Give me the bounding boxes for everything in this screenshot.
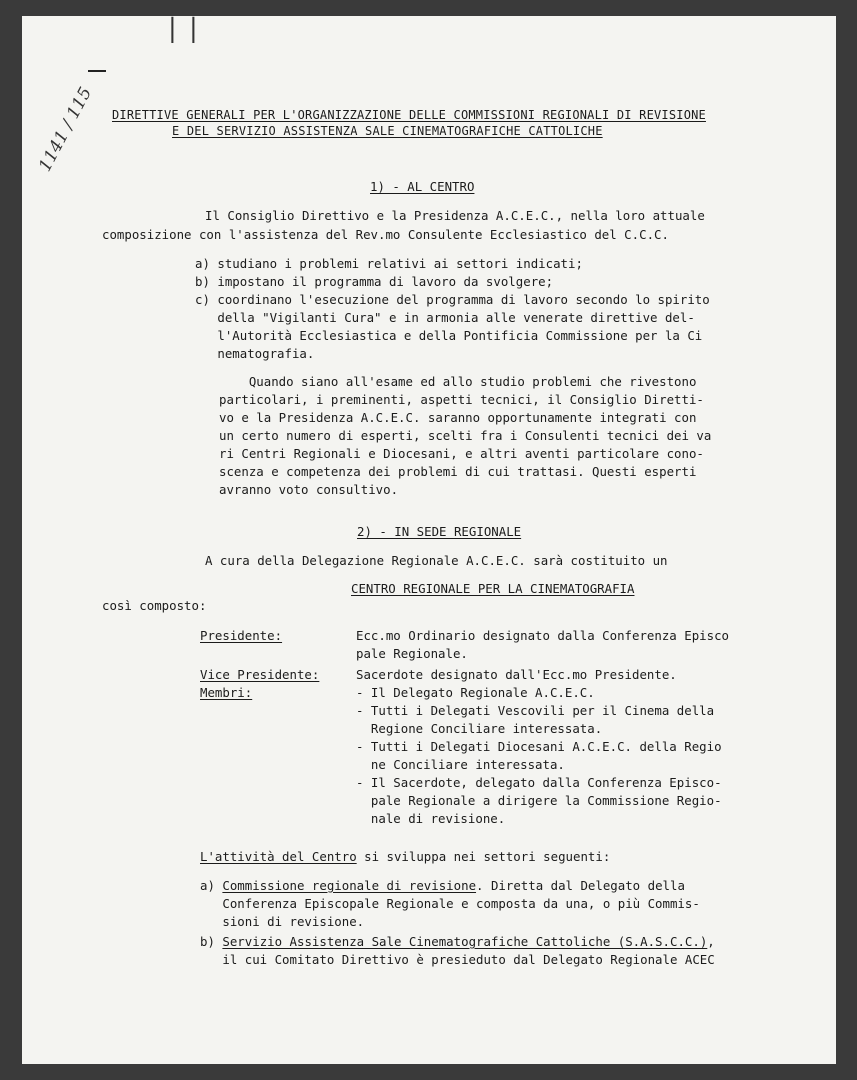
sector-a-prefix: a) — [200, 878, 223, 893]
section-1-paragraph-line: un certo numero di esperti, scelti fra i Consulenti tecnici dei va — [219, 428, 712, 443]
sector-b-line-1 — [200, 933, 715, 951]
section-1-paragraph-line: avranno voto consultivo. — [219, 482, 399, 497]
sector-a-line: Conferenza Episcopale Regionale e composta da una, o più Commis- — [200, 896, 700, 911]
section-1-item: a) studiano i problemi relativi ai settori indicati; — [195, 256, 583, 271]
vice-presidente-label: Vice Presidente: — [200, 667, 320, 682]
activity-rest: si sviluppa nei settori seguenti: — [356, 849, 611, 864]
membri-line: - Tutti i Delegati Vescovili per il Cinema della — [356, 703, 715, 718]
handwritten-side-note: 1141 / 115 — [35, 84, 97, 175]
presidente-text: Ecc.mo Ordinario designato dalla Conferenza Episco — [356, 628, 729, 643]
membri-line: - Tutti i Delegati Diocesani A.C.E.C. della Regio — [356, 739, 722, 754]
section-1-item: della "Vigilanti Cura" e in armonia alle venerate direttive del- — [195, 310, 695, 325]
sector-a-line-1 — [200, 877, 685, 895]
sector-b-prefix: b) — [200, 934, 223, 949]
sector-b-title: Servizio Assistenza Sale Cinematografiche Cattoliche (S.A.S.C.C.) — [222, 934, 708, 949]
activity-subject: L'attività del Centro — [200, 849, 357, 864]
section-1-paragraph-line: ri Centri Regionali e Diocesani, e altri aventi particolare cono- — [219, 446, 704, 461]
membri-line: - Il Sacerdote, delegato dalla Conferenza Episco- — [356, 775, 722, 790]
section-1-item: b) impostano il programma di lavoro da svolgere; — [195, 274, 554, 289]
document-page — [22, 16, 836, 1064]
sector-a-line: sioni di revisione. — [200, 914, 365, 929]
section-2-intro: A cura della Delegazione Regionale A.C.E.C. sarà costituito un — [205, 553, 668, 568]
membri-line: nale di revisione. — [356, 811, 506, 826]
section-1-heading: 1) - AL CENTRO — [370, 179, 475, 194]
section-1-item: nematografia. — [195, 346, 315, 361]
activity-sentence — [200, 848, 610, 866]
section-1-intro-line-2: composizione con l'assistenza del Rev.mo Consulente Ecclesiastico del C.C.C. — [102, 227, 669, 242]
membri-line: pale Regionale a dirigere la Commissione Regio- — [356, 793, 722, 808]
centre-title: CENTRO REGIONALE PER LA CINEMATOGRAFIA — [351, 581, 635, 596]
membri-label: Membri: — [200, 685, 253, 700]
membri-line: Regione Conciliare interessata. — [356, 721, 603, 736]
document-title-line-2: E DEL SERVIZIO ASSISTENZA SALE CINEMATOGRAFICHE CATTOLICHE — [172, 124, 603, 138]
handwritten-dash — [88, 70, 106, 72]
section-1-paragraph-line: scenza e competenza dei problemi di cui trattasi. Questi esperti — [219, 464, 697, 479]
presidente-label: Presidente: — [200, 628, 283, 643]
sector-a-title: Commissione regionale di revisione — [222, 878, 477, 893]
sector-a-rest: . Diretta dal Delegato della — [476, 878, 685, 893]
membri-line: - Il Delegato Regionale A.C.E.C. — [356, 685, 595, 700]
sector-b-rest: , — [707, 934, 715, 949]
section-2-heading: 2) - IN SEDE REGIONALE — [357, 524, 522, 539]
section-1-paragraph-line: Quando siano all'esame ed allo studio problemi che rivestono — [219, 374, 697, 389]
document-title-line-1: DIRETTIVE GENERALI PER L'ORGANIZZAZIONE DELLE COMMISSIONI REGIONALI DI REVISIONE — [112, 108, 706, 122]
section-1-intro-line-1: Il Consiglio Direttivo e la Presidenza A.C.E.C., nella loro attuale — [205, 208, 705, 223]
presidente-text: pale Regionale. — [356, 646, 468, 661]
section-1-paragraph-line: vo e la Presidenza A.C.E.C. saranno opportunamente integrati con — [219, 410, 697, 425]
section-1-paragraph-line: particolari, i preminenti, aspetti tecnici, il Consiglio Diretti- — [219, 392, 704, 407]
section-1-item: l'Autorità Ecclesiastica e della Pontificia Commissione per la Ci — [195, 328, 703, 343]
sector-b-line-2: il cui Comitato Direttivo è presieduto dal Delegato Regionale ACEC — [200, 952, 715, 967]
section-1-item: c) coordinano l'esecuzione del programma di lavoro secondo lo spirito — [195, 292, 710, 307]
composed-label: così composto: — [102, 598, 207, 613]
membri-line: ne Conciliare interessata. — [356, 757, 565, 772]
vice-presidente-text: Sacerdote designato dall'Ecc.mo Presidente. — [356, 667, 677, 682]
handwritten-top-mark: | | — [168, 14, 200, 44]
